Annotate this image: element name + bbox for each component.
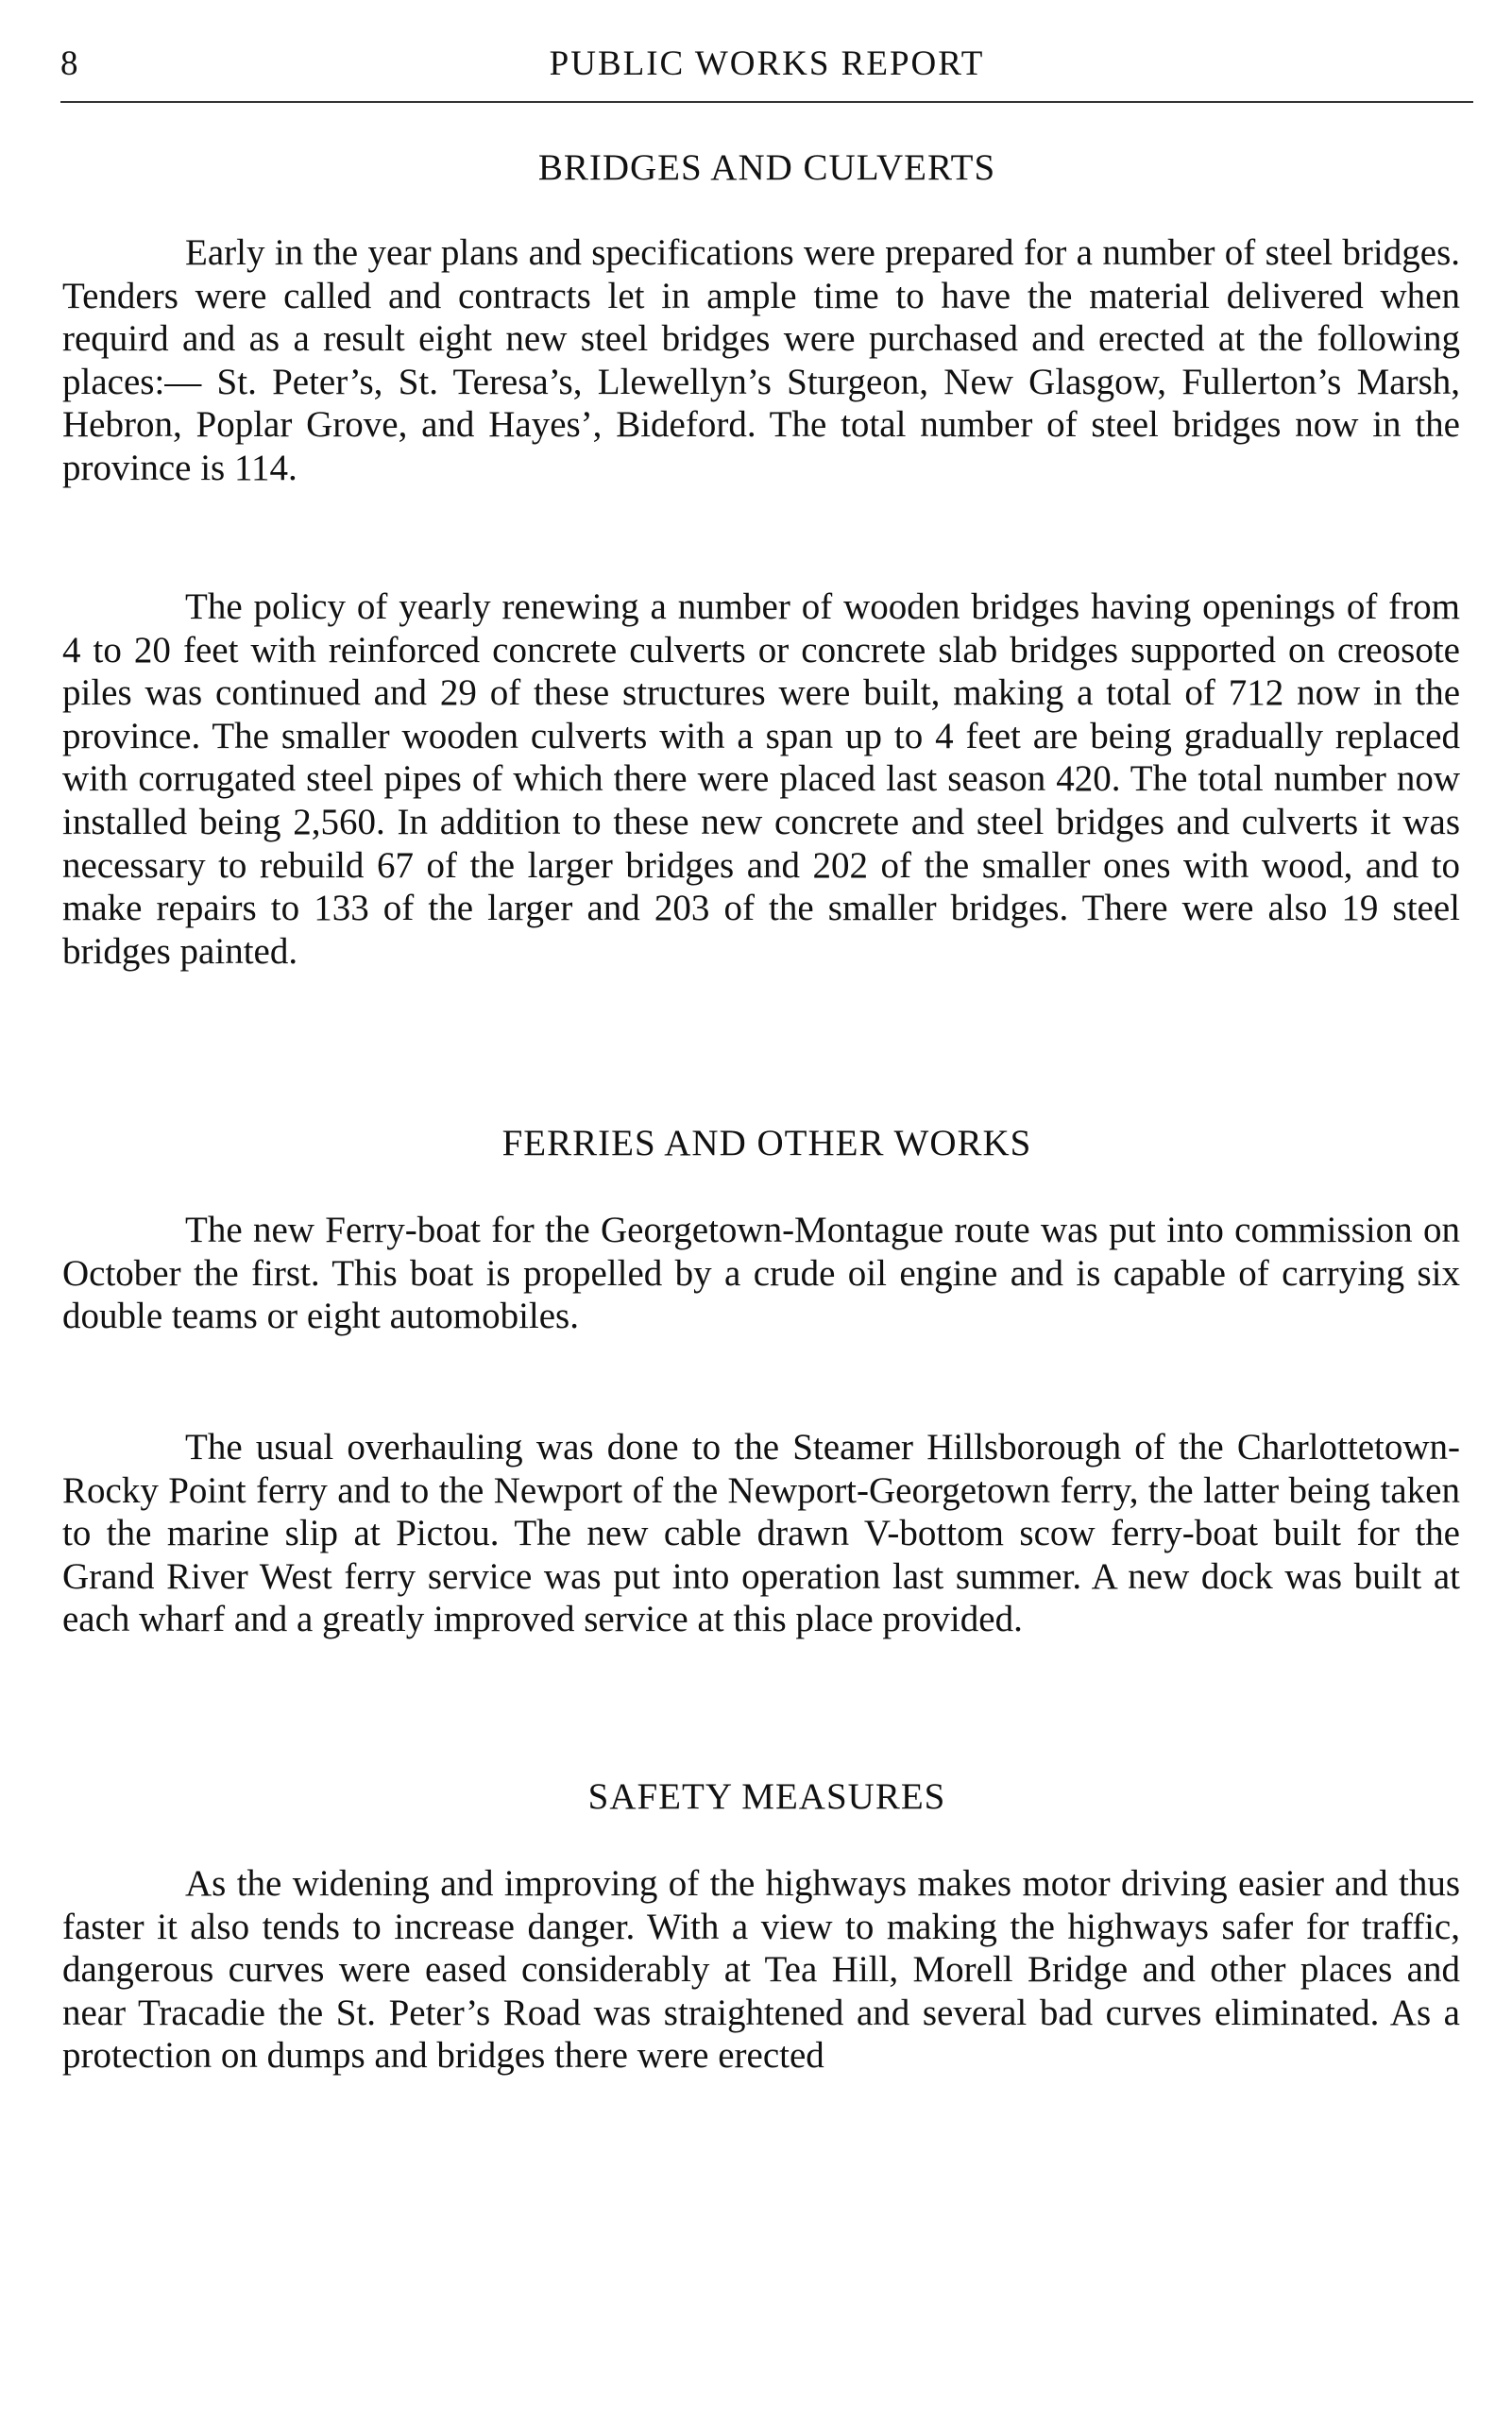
paragraph-new-ferry-boat: The new Ferry-boat for the Georgetown-Montague route was put into commission on October the first. This boat is propelled by a crude oil engine and is capable of carrying six double teams or eight automobiles. — [62, 1210, 1460, 1337]
page-number: 8 — [60, 44, 78, 83]
section-heading-safety: SAFETY MEASURES — [587, 1776, 946, 1817]
paragraph-ferry-overhauling: The usual overhauling was done to the Steamer Hillsborough of the Charlottetown-Rocky Point ferry and to the Newport of the Newport-Georgetown ferry, the latter being taken to the marine slip at Pictou. The new cable drawn V-bottom scow ferry-boat built for the Grand River West ferry service was put into operation last summer. A new dock was built at each wharf and a greatly improved service at this place provided. — [62, 1427, 1460, 1640]
running-title: PUBLIC WORKS REPORT — [549, 44, 985, 83]
section-heading-bridges: BRIDGES AND CULVERTS — [537, 147, 996, 188]
paragraph-safety-measures: As the widening and improving of the highways makes motor driving easier and thus faster it also tends to increase danger. With a view to making the highways safer for traffic, dangerous curves were eased considerably at Tea Hill, Morell Bridge and other places and near Tracadie the St. Peter’s Road was straightened and several bad curves eliminated. As a protection on dumps and bridges there were erected — [62, 1863, 1460, 2077]
header-rule — [60, 101, 1473, 103]
running-head — [60, 34, 1473, 100]
paragraph-wooden-bridges-policy: The policy of yearly renewing a number of wooden bridges having openings of from 4 to 20 feet with reinforced concrete culverts or concrete slab bridges supported on creosote piles was continued and 29 of these structures were built, making a total of 712 now in the province. The smaller wooden culverts with a span up to 4 feet are being gradually replaced with corrugated steel pipes of which there were placed last season 420. The total number now installed being 2,560. In addition to these new concrete and steel bridges and culverts it was necessary to rebuild 67 of the larger bridges and 202 of the smaller ones with wood, and to make repairs to 133 of the larger and 203 of the smaller bridges. There were also 19 steel bridges painted. — [62, 586, 1460, 972]
section-heading-ferries: FERRIES AND OTHER WORKS — [501, 1123, 1032, 1163]
paragraph-steel-bridges: Early in the year plans and specifications were prepared for a number of steel bridges. Tenders were called and contracts let in ample time to have the material delivered when requird and as a result eight new steel bridges were purchased and erected at the following places:— St. Peter’s, St. Teresa’s, Llewellyn’s Sturgeon, New Glasgow, Fullerton’s Marsh, Hebron, Poplar Grove, and Hayes’, Bideford. The total number of steel bridges now in the province is 114. — [62, 232, 1460, 488]
